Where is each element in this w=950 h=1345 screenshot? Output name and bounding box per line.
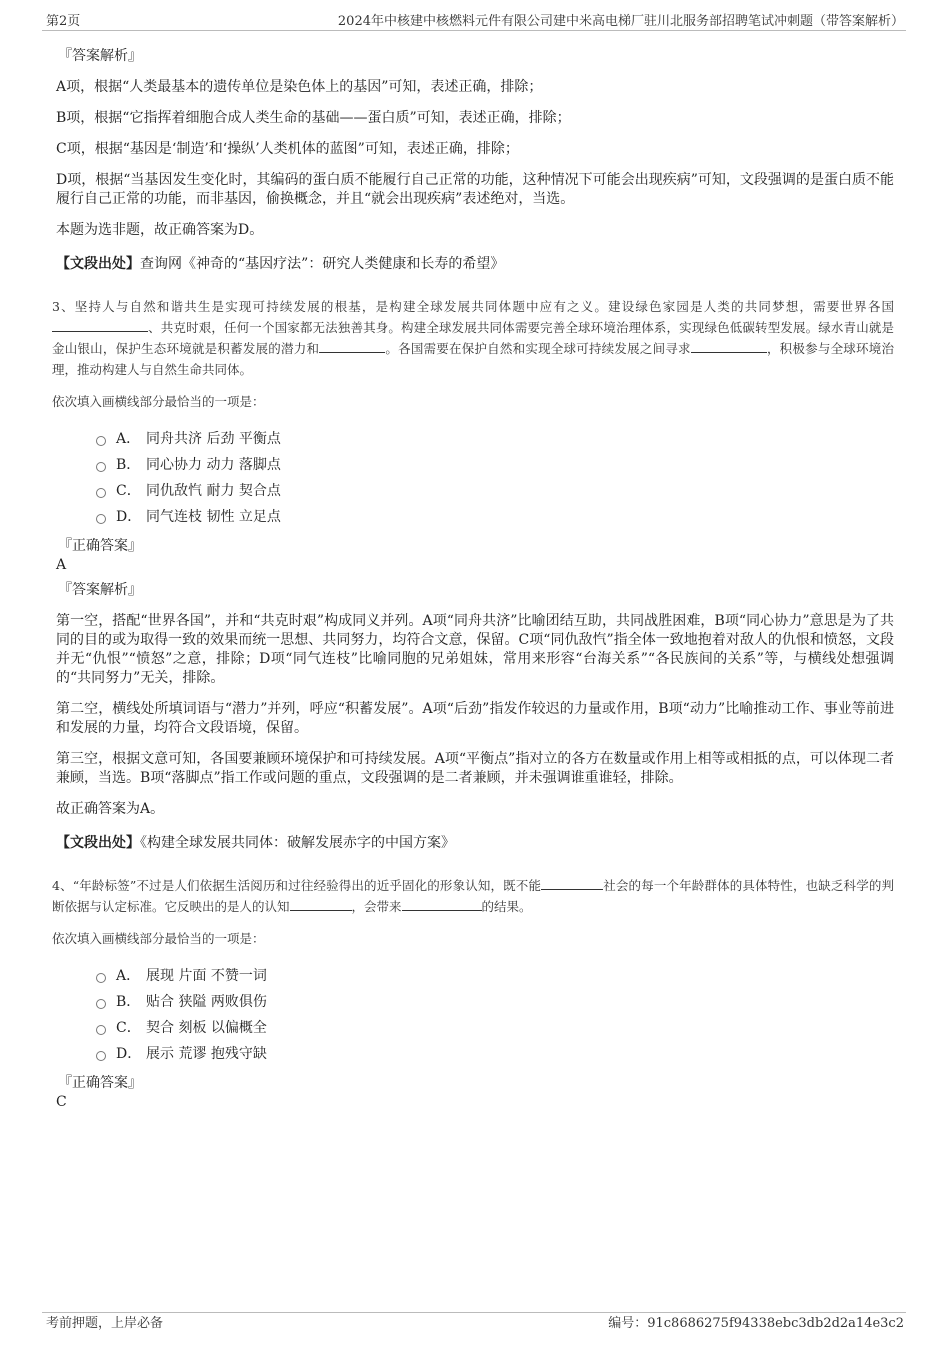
radio-icon[interactable]	[96, 436, 106, 446]
question-text: 4、“年龄标签”不过是人们依据生活阅历和过往经验得出的近乎固化的形象认知，既不能	[52, 878, 542, 893]
question-3-instruction: 依次填入画横线部分最恰当的一项是：	[52, 394, 265, 409]
analysis-option-d: D项，根据“当基因发生变化时，其编码的蛋白质不能履行自己正常的功能，这种情况下可能会出现疾病”可知，文段强调的是蛋白质不能履行自己正常的功能，而非基因，偷换概念，并且“就会出现疾病”表述绝对，当选。	[56, 172, 894, 207]
question-text: ，积极参与全球环境治理，推动构建人与自然生命共同体。	[52, 341, 894, 377]
option-d[interactable]	[96, 1041, 894, 1067]
option-b[interactable]	[96, 989, 894, 1015]
option-letter: C．	[116, 1020, 141, 1036]
question-4-options	[96, 963, 894, 1067]
analysis-paragraph: 第二空，横线处所填词语与“潜力”并列，呼应“积蓄发展”。A项“后劲”指发作较迟的力量或作用，B项“动力”比喻推动工作、事业等前进和发展的力量，均符合文段语境，保留。	[56, 701, 894, 736]
question-text: 的结果。	[481, 899, 532, 914]
radio-icon[interactable]	[96, 514, 106, 524]
document-title: 2024年中核建中核燃料元件有限公司建中米高电梯厂驻川北服务部招聘笔试冲刺题（带答案解析）	[337, 14, 904, 29]
analysis-option-c: C项，根据“基因是‘制造’和‘操纵’人类机体的蓝图”可知，表述正确，排除；	[56, 141, 519, 157]
analysis-conclusion: 本题为选非题，故正确答案为D。	[56, 222, 264, 238]
option-letter: B．	[116, 457, 141, 473]
option-letter: C．	[116, 483, 141, 499]
option-c[interactable]	[96, 1015, 894, 1041]
question-text: 3、坚持人与自然和谐共生是实现可持续发展的根基，是构建全球发展共同体题中应有之义。建设绿色家园是人类的共同梦想，需要世界各国	[52, 299, 894, 314]
answer-blank	[691, 339, 767, 353]
text-source	[56, 833, 894, 853]
question-4-stem	[52, 875, 894, 917]
option-letter: A．	[116, 968, 141, 984]
option-letter: D．	[116, 509, 142, 525]
answer-blank	[402, 897, 482, 911]
question-text: 。各国需要在保护自然和实现全球可持续发展之间寻求	[385, 341, 691, 356]
analysis-option-b: B项，根据“它指挥着细胞合成人类生命的基础——蛋白质”可知，表述正确，排除；	[56, 110, 571, 126]
option-text: 贴合 狭隘 两败俱伤	[146, 994, 267, 1010]
option-text: 同气连枝 韧性 立足点	[146, 509, 281, 525]
answer-blank	[290, 897, 352, 911]
analysis-paragraph: 第三空，根据文意可知，各国要兼顾环境保护和可持续发展。A项“平衡点”指对立的各方在数量或作用上相等或相抵的点，可以体现二者兼顾，当选。B项“落脚点”指工作或问题的重点，文段强调的是二者兼顾，并未强调谁重谁轻，排除。	[56, 751, 894, 786]
analysis-option-a: A项，根据“人类最基本的遗传单位是染色体上的基因”可知，表述正确，排除；	[56, 79, 543, 95]
page-content	[52, 40, 894, 1111]
question-4-instruction: 依次填入画横线部分最恰当的一项是：	[52, 931, 265, 946]
answer-blank	[52, 318, 148, 332]
page-footer	[42, 1312, 906, 1331]
answer-blank	[319, 339, 385, 353]
analysis-paragraph: 第一空，搭配“世界各国”，并和“共克时艰”构成同义并列。A项“同舟共济”比喻团结互助，共同战胜困难，B项“同心协力”意思是为了共同的目的或为取得一致的效果而统一思想、共同努力，均符合文意，保留。C项“同仇敌忾”指全体一致地抱着对敌人的仇恨和愤怒，文段并无“仇恨”“愤怒”之意，排除；D项“同气连枝”比喻同胞的兄弟姐妹，常用来形容“台海关系”“各民族间的关系”等，与横线处想强调的“共同努力”无关，排除。	[56, 613, 894, 686]
correct-answer: A	[56, 557, 67, 573]
source-tag: 【文段出处】	[56, 835, 140, 851]
radio-icon[interactable]	[96, 1051, 106, 1061]
radio-icon[interactable]	[96, 462, 106, 472]
radio-icon[interactable]	[96, 973, 106, 983]
correct-answer-label: 『正确答案』	[58, 1075, 142, 1091]
correct-answer-label: 『正确答案』	[58, 538, 142, 554]
option-text: 契合 刻板 以偏概全	[146, 1020, 267, 1036]
option-c[interactable]	[96, 478, 894, 504]
option-a[interactable]	[96, 426, 894, 452]
option-a[interactable]	[96, 963, 894, 989]
source-text: 查询网《神奇的“基因疗法”：研究人类健康和长寿的希望》	[140, 256, 505, 272]
option-letter: B．	[116, 994, 141, 1010]
analysis-label: 『答案解析』	[58, 582, 142, 598]
source-tag: 【文段出处】	[56, 256, 140, 272]
option-text: 同仇敌忾 耐力 契合点	[146, 483, 281, 499]
question-text: ，会带来	[351, 899, 402, 914]
page-number: 第2页	[46, 14, 81, 29]
source-text: 《构建全球发展共同体：破解发展赤字的中国方案》	[140, 835, 455, 851]
document-id: 编号：91c8686275f94338ebc3db2d2a14e3c2	[608, 1316, 904, 1331]
text-source	[56, 254, 894, 274]
option-d[interactable]	[96, 504, 894, 530]
correct-answer: C	[56, 1094, 67, 1110]
question-3-stem	[52, 296, 894, 380]
answer-blank	[541, 876, 603, 890]
option-letter: D．	[116, 1046, 142, 1062]
option-text: 展示 荒谬 抱残守缺	[146, 1046, 267, 1062]
option-text: 同心协力 动力 落脚点	[146, 457, 281, 473]
radio-icon[interactable]	[96, 488, 106, 498]
analysis-label: 『答案解析』	[58, 48, 142, 64]
footer-slogan: 考前押题，上岸必备	[46, 1316, 164, 1331]
option-letter: A．	[116, 431, 141, 447]
question-text: 、共克时艰，任何一个国家都无法独善其身。构建全球发展共同体需要完善全球环境治理体系，实现绿色低碳转型发展。绿水青山就是金山银山，保护生态环境就是积蓄发展的潜力和	[52, 320, 894, 356]
option-b[interactable]	[96, 452, 894, 478]
radio-icon[interactable]	[96, 1025, 106, 1035]
option-text: 同舟共济 后劲 平衡点	[146, 431, 281, 447]
question-3-options	[96, 426, 894, 530]
question-text: 社会的每一个年龄群体的具体特性，也缺乏科学的判断依据与认定标准。它反映出的是人的认知	[52, 878, 894, 914]
radio-icon[interactable]	[96, 999, 106, 1009]
page-header	[42, 10, 906, 31]
analysis-conclusion: 故正确答案为A。	[56, 801, 165, 817]
option-text: 展现 片面 不赞一词	[146, 968, 267, 984]
